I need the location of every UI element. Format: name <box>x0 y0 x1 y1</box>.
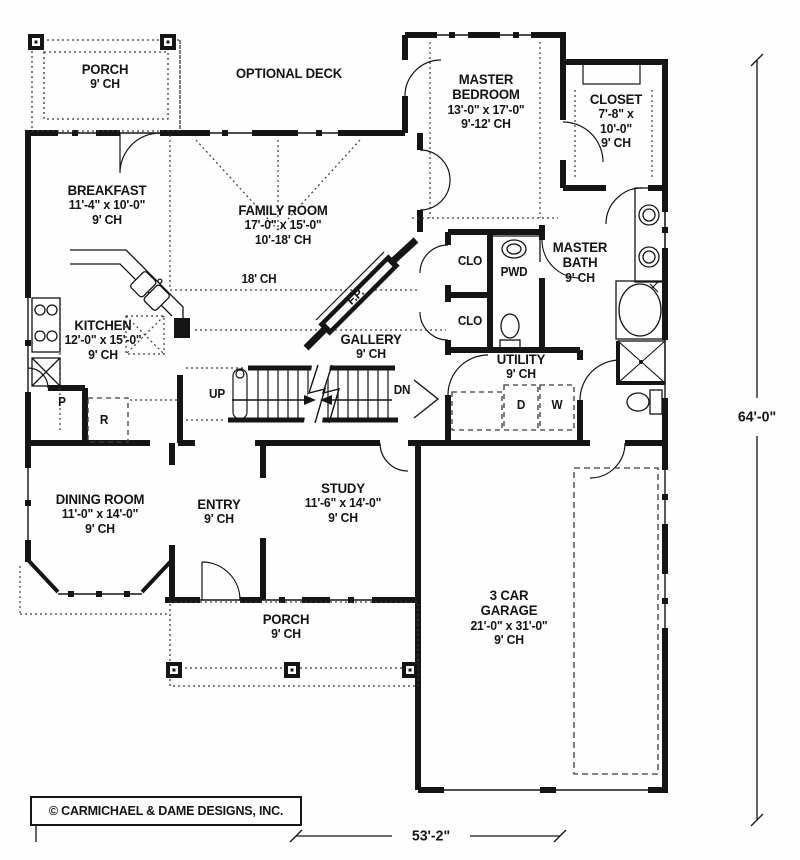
powder-label: PWD <box>500 265 528 279</box>
porch-outlines <box>32 40 418 686</box>
refrigerator-label: R <box>99 413 109 427</box>
dimension-bottom-label: 53'-2" <box>411 827 451 845</box>
garage-bay-outline <box>574 468 658 774</box>
dimension-right-label: 64'-0" <box>737 408 777 426</box>
room-label-closet: CLOSET 7'-8" x 10'-0" 9' CH <box>589 91 643 150</box>
toilet-icon <box>627 390 662 414</box>
room-label-entry: ENTRY 9' CH <box>197 496 241 527</box>
bathtub-icon <box>616 281 665 339</box>
stairs-up-label: UP <box>209 387 225 401</box>
room-label-breakfast: BREAKFAST 11'-4" x 10'-0" 9' CH <box>67 182 147 227</box>
room-label-family-room: FAMILY ROOM 17'-0" x 15'-0" 10'-18' CH <box>238 202 328 247</box>
closet-upper-label: CLO <box>457 254 483 268</box>
powder-toilet-icon <box>500 314 520 349</box>
room-label-dining-room: DINING ROOM 11'-0" x 14'-0" 9' CH <box>55 491 145 536</box>
room-label-gallery: GALLERY 9' CH <box>340 331 402 362</box>
room-label-porch-bottom: PORCH 9' CH <box>262 611 310 642</box>
vanity-sinks-icon <box>635 188 665 282</box>
closet-lower-label: CLO <box>457 314 483 328</box>
pantry-label: P <box>58 395 66 409</box>
cooktop-icon <box>32 298 60 386</box>
exterior-window-lines <box>28 35 665 790</box>
room-label-optional-deck: OPTIONAL DECK <box>235 65 343 81</box>
washer-label: W <box>551 398 563 412</box>
family-ceiling-note: 18' CH <box>241 272 277 286</box>
bay-window <box>28 560 172 592</box>
dimension-line-bottom <box>36 826 566 842</box>
kitchen-counters <box>70 250 183 318</box>
room-label-study: STUDY 11'-6" x 14'-0" 9' CH <box>304 480 382 525</box>
kitchen-sink-icon <box>129 267 174 312</box>
fireplace-label: F.P. <box>344 285 367 308</box>
dryer-label: D <box>516 398 526 412</box>
room-label-garage: 3 CAR GARAGE 21'-0" x 31'-0" 9' CH <box>470 587 548 648</box>
room-label-utility: UTILITY 9' CH <box>496 351 546 382</box>
room-label-kitchen: KITCHEN 12'-0" x 15'-0" 9' CH <box>64 317 142 362</box>
copyright-box: © CARMICHAEL & DAME DESIGNS, INC. <box>30 796 302 826</box>
room-label-master-bedroom: MASTER BEDROOM 13'-0" x 17'-0" 9'-12' CH <box>447 71 525 132</box>
closet-window-seat <box>583 64 640 84</box>
powder-sink-icon <box>492 236 540 262</box>
stairs-down-label: DN <box>393 383 411 397</box>
room-label-master-bath: MASTER BATH 9' CH <box>552 239 608 285</box>
shower-icon <box>618 341 665 383</box>
dimension-line-right <box>751 54 763 826</box>
room-label-porch-top: PORCH 9' CH <box>81 61 129 92</box>
